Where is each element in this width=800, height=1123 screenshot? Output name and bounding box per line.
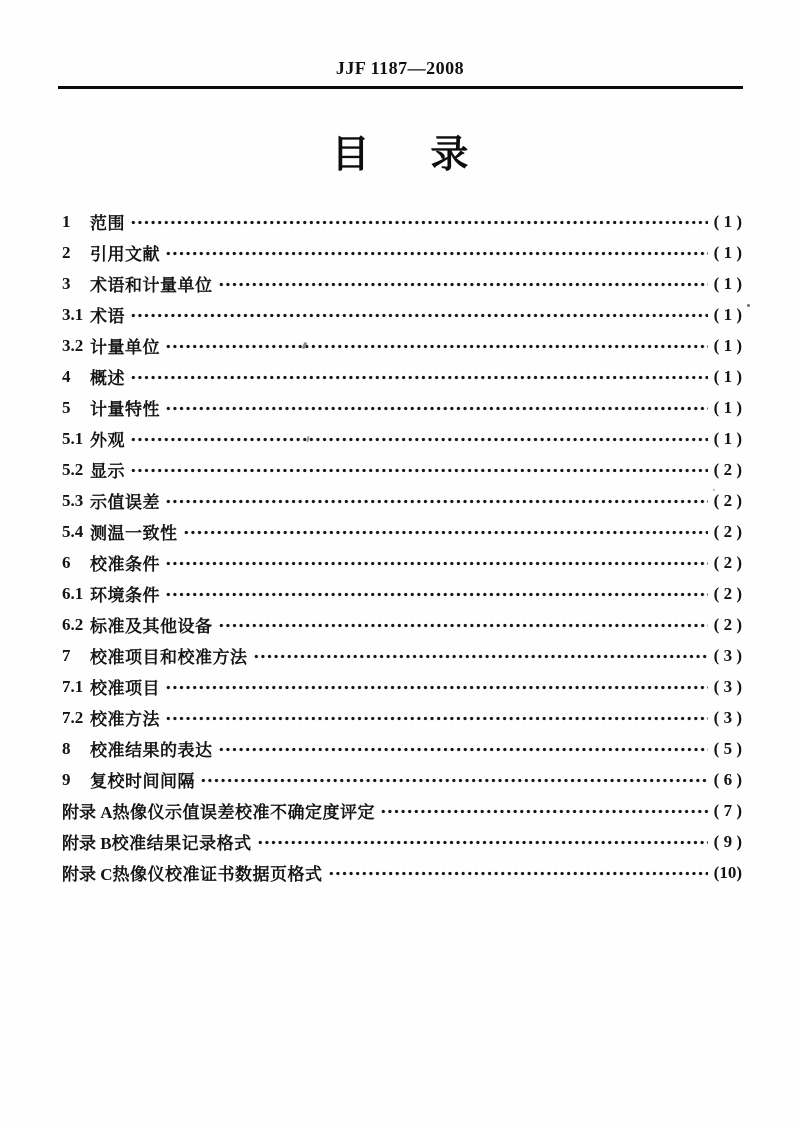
- toc-entry-number: 附录 B: [62, 834, 112, 853]
- page-title: 目 录: [331, 134, 480, 176]
- dot-leader: [253, 654, 708, 659]
- toc-entry-number: 2: [62, 242, 71, 262]
- toc-entry-number: 9: [62, 769, 71, 789]
- toc-entry-page: (10): [713, 862, 742, 882]
- toc-entry: [62, 702, 742, 733]
- toc-entry-number: 附录 A: [62, 803, 113, 822]
- toc-entry-number: 3.2: [62, 335, 84, 355]
- dot-leader: [257, 840, 708, 845]
- toc-entry-page: ( 2 ): [713, 583, 742, 603]
- toc-entry: [62, 454, 742, 485]
- doc-number-header: JJF 1187—2008: [335, 58, 465, 78]
- dot-leader: [165, 716, 708, 721]
- dot-leader: [200, 778, 708, 783]
- toc-entry-number: 6: [62, 552, 71, 572]
- toc-entry: [62, 640, 742, 671]
- toc-entry-number: 5.3: [62, 490, 84, 510]
- toc-entry-page: ( 7 ): [713, 800, 742, 820]
- toc-entry-label: 示值误差: [90, 493, 160, 512]
- toc-entry-label: 校准项目: [90, 679, 160, 698]
- scan-speck: [713, 489, 715, 491]
- toc-entry-label: 测温一致性: [90, 524, 178, 543]
- toc-entry-label: 计量单位: [90, 338, 160, 357]
- toc-entry: [62, 361, 742, 392]
- toc-entry: [62, 392, 742, 423]
- table-of-contents: [62, 206, 742, 888]
- dot-leader: [165, 592, 708, 597]
- toc-entry-page: ( 1 ): [713, 397, 742, 417]
- toc-entry-number: 3: [62, 273, 71, 293]
- toc-entry: [62, 206, 742, 237]
- toc-entry-number: 7: [62, 645, 71, 665]
- dot-leader: [130, 313, 708, 318]
- toc-entry-page: ( 1 ): [713, 242, 742, 262]
- dot-leader: [165, 561, 708, 566]
- toc-entry-page: ( 6 ): [713, 769, 742, 789]
- toc-entry-page: ( 1 ): [713, 335, 742, 355]
- toc-entry-number: 5.2: [62, 459, 84, 479]
- toc-entry-page: ( 1 ): [713, 366, 742, 386]
- toc-entry: [62, 485, 742, 516]
- toc-entry: [62, 764, 742, 795]
- toc-entry-page: ( 5 ): [713, 738, 742, 758]
- toc-entry-number: 1: [62, 211, 71, 231]
- dot-leader: [130, 437, 708, 442]
- toc-entry-number: 4: [62, 366, 71, 386]
- toc-entry: [62, 516, 742, 547]
- toc-entry: [62, 299, 742, 330]
- toc-entry-number: 5.4: [62, 521, 84, 541]
- toc-entry-label: 复校时间间隔: [90, 772, 195, 791]
- toc-entry-page: ( 2 ): [713, 490, 742, 510]
- toc-entry-label: 外观: [90, 431, 125, 450]
- toc-entry: [62, 795, 742, 826]
- toc-entry-number: 6.1: [62, 583, 84, 603]
- toc-entry-label: 计量特性: [90, 400, 160, 419]
- toc-entry: [62, 578, 742, 609]
- toc-entry-number: 5.1: [62, 428, 84, 448]
- dot-leader: [218, 282, 708, 287]
- toc-entry-label: 热像仪示值误差校准不确定度评定: [112, 803, 376, 822]
- toc-entry-label: 热像仪校准证书数据页格式: [112, 865, 323, 884]
- dot-leader: [165, 406, 708, 411]
- toc-entry-number: 6.2: [62, 614, 84, 634]
- toc-entry-label: 校准项目和校准方法: [90, 648, 248, 667]
- toc-entry-label: 校准结果的表达: [90, 741, 213, 760]
- toc-entry-number: 5: [62, 397, 71, 417]
- dot-leader: [218, 747, 708, 752]
- toc-entry: [62, 733, 742, 764]
- scan-speck: [747, 304, 750, 307]
- toc-entry-label: 校准条件: [90, 555, 160, 574]
- dot-leader: [165, 344, 708, 349]
- toc-entry-page: ( 2 ): [713, 614, 742, 634]
- toc-entry-label: 概述: [90, 369, 125, 388]
- dot-leader: [328, 871, 708, 876]
- dot-leader: [218, 623, 708, 628]
- toc-entry-number: 7.1: [62, 676, 84, 696]
- toc-entry: [62, 826, 742, 857]
- toc-entry: [62, 423, 742, 454]
- dot-leader: [130, 220, 708, 225]
- dot-leader: [130, 375, 708, 380]
- toc-entry-label: 引用文献: [90, 245, 160, 264]
- dot-leader: [165, 685, 708, 690]
- dot-leader: [165, 251, 708, 256]
- toc-entry-number: 7.2: [62, 707, 84, 727]
- toc-entry: [62, 268, 742, 299]
- header-rule: [58, 86, 743, 89]
- toc-entry-label: 校准结果记录格式: [111, 834, 252, 853]
- toc-entry-number: 8: [62, 738, 71, 758]
- toc-entry-page: ( 1 ): [713, 211, 742, 231]
- toc-entry-page: ( 2 ): [713, 459, 742, 479]
- toc-entry: [62, 330, 742, 361]
- toc-entry-label: 标准及其他设备: [90, 617, 213, 636]
- dot-leader: [380, 809, 708, 814]
- toc-entry: [62, 547, 742, 578]
- toc-entry-page: ( 3 ): [713, 707, 742, 727]
- toc-entry-number: 附录 C: [62, 865, 113, 884]
- toc-entry-label: 范围: [90, 214, 125, 233]
- toc-entry: [62, 857, 742, 888]
- toc-entry: [62, 237, 742, 268]
- toc-entry-label: 显示: [90, 462, 125, 481]
- toc-entry-page: ( 1 ): [713, 273, 742, 293]
- dot-leader: [165, 499, 708, 504]
- toc-entry-page: ( 1 ): [713, 304, 742, 324]
- toc-entry-page: ( 3 ): [713, 676, 742, 696]
- dot-leader: [130, 468, 708, 473]
- dot-leader: [183, 530, 708, 535]
- toc-entry-page: ( 1 ): [713, 428, 742, 448]
- toc-entry-page: ( 2 ): [713, 552, 742, 572]
- toc-entry-page: ( 9 ): [713, 831, 742, 851]
- toc-entry-page: ( 3 ): [713, 645, 742, 665]
- toc-entry-page: ( 2 ): [713, 521, 742, 541]
- toc-entry-label: 环境条件: [90, 586, 160, 605]
- toc-entry-label: 术语: [90, 307, 125, 326]
- toc-entry-number: 3.1: [62, 304, 84, 324]
- toc-entry-label: 校准方法: [90, 710, 160, 729]
- toc-entry: [62, 671, 742, 702]
- toc-entry: [62, 609, 742, 640]
- toc-entry-label: 术语和计量单位: [90, 276, 213, 295]
